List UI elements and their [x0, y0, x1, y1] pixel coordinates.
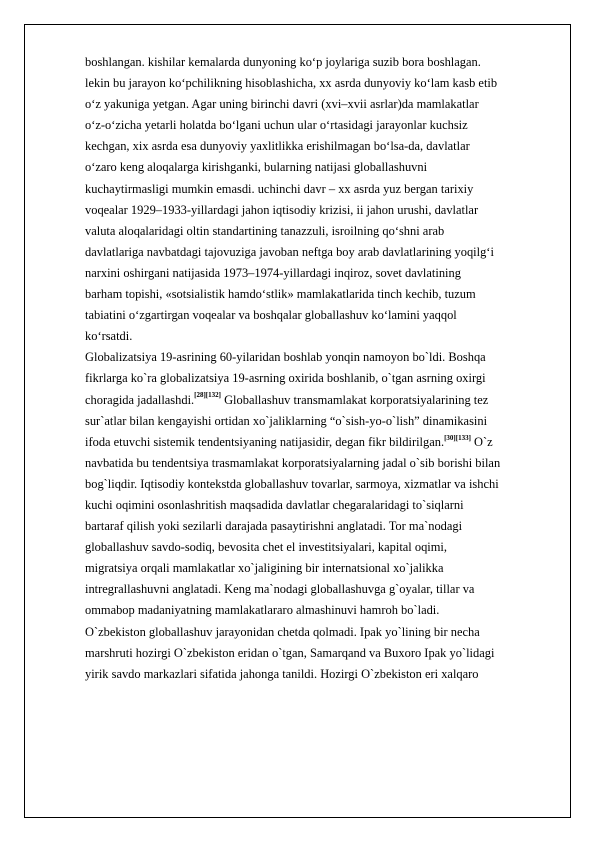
text-line [85, 368, 555, 389]
text-run: marshruti hozirgi O`zbekiston eridan o`tgan, Samarqand va Buxoro Ipak yo`lidagi [85, 645, 495, 660]
text-run: fikrlarga ko`ra globalizatsiya 19-asrning oxirida boshlanib, o`tgan asrning oxirgi [85, 371, 486, 386]
text-line [85, 411, 555, 432]
text-run: o‘z-o‘zicha yetarli holatda bo‘lgani uchun ular o‘rtasidagi jarayonlar kuchsiz [85, 118, 468, 133]
text-line [85, 200, 555, 221]
text-line [85, 474, 555, 495]
text-run: boshlangan. kishilar kemalarda dunyoning ko‘p joylariga suzib bora boshlagan. [85, 55, 481, 69]
text-line [85, 347, 555, 368]
text-run: valuta aloqalaridagi oltin standartining tanazzuli, isroilning qo‘shni arab [85, 223, 445, 238]
text-line [85, 579, 555, 600]
text-line [85, 136, 555, 157]
text-run: yirik savdo markazlari sifatida jahonga tanildi. Hozirgi O`zbekiston eri xalqaro [85, 666, 479, 681]
text-run: lekin bu jarayon ko‘pchilikning hisoblashicha, xx asrda dunyoviy ko‘lam kasb etib [85, 76, 498, 91]
text-run: ommabop madaniyatning mamlakatlararo almashinuvi hamroh bo`ladi. [85, 603, 440, 618]
text-line [85, 305, 555, 326]
text-line [85, 600, 555, 621]
text-run: O`zbekiston globallashuv jarayonidan chetda qolmadi. Ipak yo`lining bir necha [85, 624, 480, 639]
text-run: ifoda etuvchi sistemik tendentsiyaning natijasidir, degan fikr bildirilgan. [85, 434, 445, 449]
text-run: globallashuv savdo-sodiq, bevosita chet el investitsiyalari, kapital oqimi, [85, 540, 447, 555]
text-run: ko‘rsatdi. [85, 329, 133, 344]
text-run: Globalizatsiya 19-asrining 60-yilaridan boshlab yonqin namoyon bo`ldi. Boshqa [85, 350, 486, 365]
text-run: o‘zaro keng aloqalarga kirishganki, bularning natijasi globallashuvni [85, 160, 428, 175]
text-line [85, 263, 555, 284]
text-run: tabiatini o‘zgartirgan voqealar va boshqalar globallashuv ko‘lamini yaqqol [85, 308, 457, 323]
text-line [85, 179, 555, 200]
text-line [85, 495, 555, 516]
text-run: bog`liqdir. Iqtisodiy kontekstda globallashuv tovarlar, sarmoya, xizmatlar va ishchi [85, 476, 499, 491]
text-run: choragida jadallashdi. [85, 392, 195, 407]
text-line [85, 94, 555, 115]
document-body [85, 52, 555, 685]
text-line [85, 622, 555, 643]
text-run: Globallashuv transmamlakat korporatsiyalarining tez [220, 392, 489, 407]
text-line [85, 73, 555, 94]
text-run: navbatida bu tendentsiya trasmamlakat korporatsiyalarning jadal o`sib borishi bilan [85, 455, 501, 470]
text-run: kechgan, xix asrda esa dunyoviy yaxlitlikka erishilmagan bo‘lsa-da, davlatlar [85, 139, 470, 154]
text-run: kuchaytirmasligi mumkin emasdi. uchinchi davr – xx asrda yuz bergan tarixiy [85, 181, 474, 196]
text-run: migratsiya orqali mamlakatlar xo`jaligining bir internatsional xo`jalikka [85, 561, 444, 576]
text-run: sur`atlar bilan kengayishi ortidan xo`jaliklarning “o`sish-yo-o`lish” dinamikasini [85, 413, 488, 428]
text-run: O`z [470, 434, 493, 449]
text-run: bartaraf qilish yoki sezilarli darajada pasaytirishni anglatadi. Tor ma`nodagi [85, 519, 463, 534]
text-line [85, 643, 555, 664]
text-run: intregrallashuvni anglatadi. Keng ma`nodagi globallashuvga g`oyalar, tillar va [85, 582, 475, 597]
text-line [85, 516, 555, 537]
text-line [85, 242, 555, 263]
citation-reference[interactable]: [28][132] [194, 391, 221, 400]
text-line [85, 284, 555, 305]
text-run: kuchi oqimini osonlashritish maqsadida davlatlar chegaralaridagi to`siqlarni [85, 497, 464, 512]
text-run: barham topishi, «sotsialistik hamdo‘stlik» mamlakatlarida tinch kechib, tuzum [85, 287, 476, 302]
text-line [85, 664, 555, 685]
text-run: o‘z yakuniga yetgan. Agar uning birinchi davri (xvi–xvii asrlar)da mamlakatlar [85, 97, 479, 112]
text-run: narxini oshirgani natijasida 1973–1974-yillardagi inqiroz, sovet davlatining [85, 265, 461, 280]
text-line [85, 115, 555, 136]
text-line [85, 157, 555, 178]
text-line [85, 537, 555, 558]
text-run: davlatlariga navbatdagi tajovuziga javoban neftga boy arab davlatlarining yoqilg‘i [85, 244, 494, 259]
text-line [85, 432, 555, 453]
text-line [85, 390, 555, 411]
text-line [85, 52, 555, 73]
citation-reference[interactable]: [30][133] [444, 433, 471, 442]
text-run: voqealar 1929–1933-yillardagi jahon iqtisodiy krizisi, ii jahon urushi, davlatlar [85, 202, 479, 217]
text-line [85, 326, 555, 347]
text-line [85, 558, 555, 579]
text-line [85, 453, 555, 474]
text-line [85, 221, 555, 242]
